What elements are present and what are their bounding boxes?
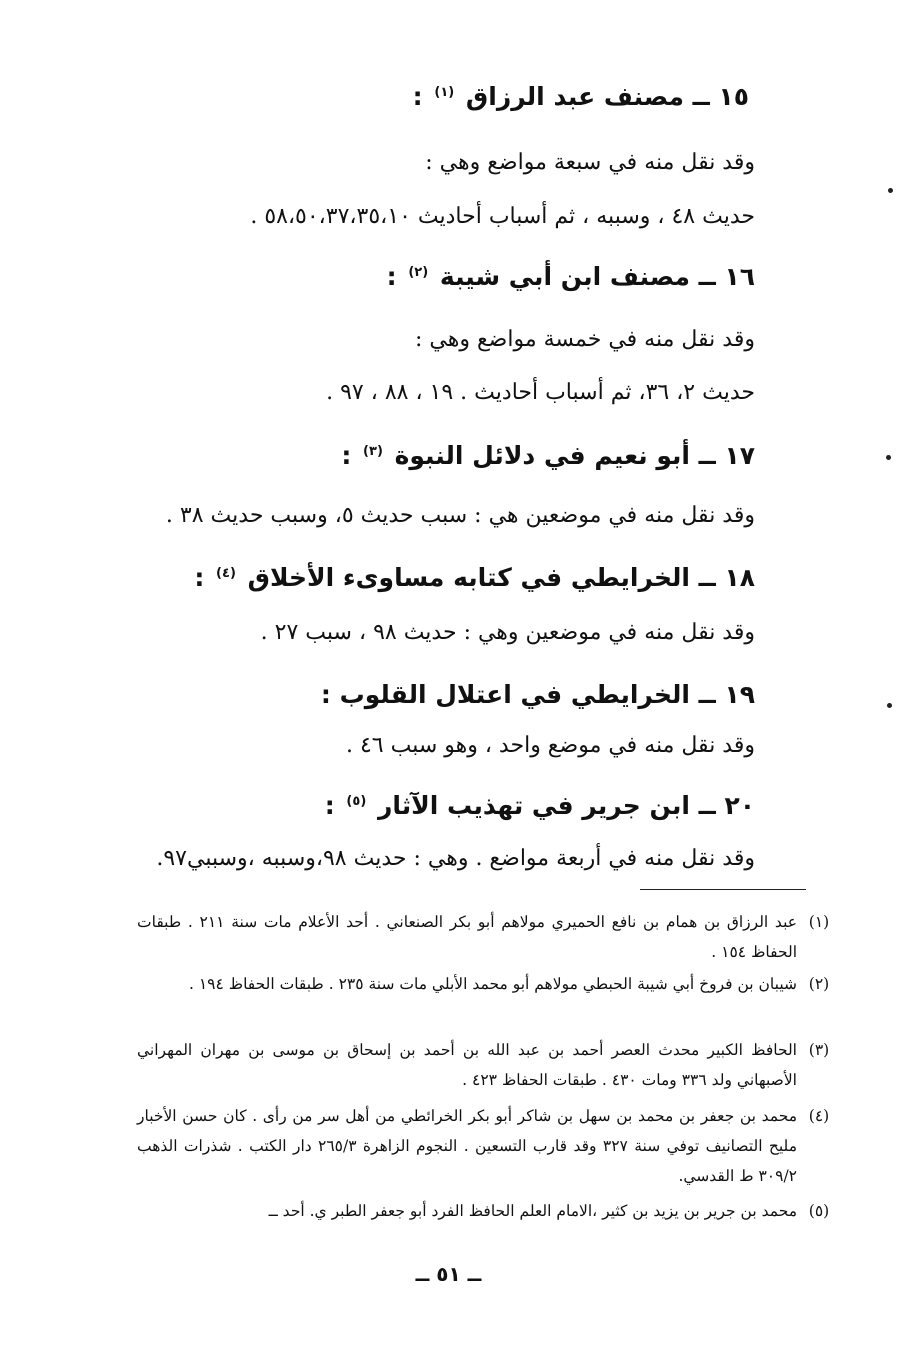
footnote-ref: (٢) xyxy=(408,264,429,280)
heading-text: ١٥ ــ مصنف عبد الرزاق xyxy=(465,82,749,111)
section-17-line-1: وقد نقل منه في موضعين هي : سبب حديث ٥، وسبب حديث ٣٨ . xyxy=(165,503,755,528)
section-15-line-1: وقد نقل منه في سبعة مواضع وهي : xyxy=(425,150,755,175)
section-16-line-1: وقد نقل منه في خمسة مواضع وهي : xyxy=(415,327,755,352)
footnote-number: (٤) xyxy=(808,1107,830,1125)
footnote-text: محمد بن جعفر بن محمد بن سهل بن شاكر أبو بكر الخرائطي من أهل سر من رأى . كان حسن الأخبار مليح التصانيف توفي سنة ٣٢٧ وقد قارب التسعين . النجوم الزاهرة ٢٦٥/٣ دار الكتب . شذرات الذهب ٣٠٩/٢ ط القدسي. xyxy=(137,1107,797,1185)
heading-colon: : xyxy=(412,82,423,111)
heading-text: ١٧ ــ أبو نعيم في دلائل النبوة xyxy=(394,441,755,470)
footnote-number: (٢) xyxy=(808,975,830,993)
footnote-2 xyxy=(137,969,830,999)
footnote-ref: (٣) xyxy=(363,443,383,459)
footnote-number: (٣) xyxy=(808,1041,830,1059)
section-20-heading xyxy=(325,791,755,820)
footnote-text: شيبان بن فروخ أبي شيبة الحبطي مولاهم أبو محمد الأبلي مات سنة ٢٣٥ . طبقات الحفاظ ١٩٤ . xyxy=(188,975,797,993)
footnote-ref: (١) xyxy=(434,84,455,100)
footnote-text: محمد بن جرير بن يزيد بن كثير ،الامام العلم الحافظ الفرد أبو جعفر الطبر ي. أحد ــ xyxy=(268,1202,797,1220)
heading-colon: : xyxy=(324,791,335,820)
section-16-heading xyxy=(387,262,755,291)
footnote-5 xyxy=(137,1196,830,1226)
footnote-number: (١) xyxy=(808,913,830,931)
footnote-separator xyxy=(640,889,806,890)
heading-text: ١٦ ــ مصنف ابن أبي شيبة xyxy=(439,262,755,291)
heading-colon: : xyxy=(194,563,205,592)
footnote-text: الحافظ الكبير محدث العصر أحمد بن عبد الله بن أحمد بن إسحاق بن موسى بن مهران المهراني الأصبهاني ولد ٣٣٦ ومات ٤٣٠ . طبقات الحفاظ ٤٢٣ . xyxy=(137,1041,797,1089)
section-17-heading xyxy=(341,441,755,470)
section-16-line-2: حديث ٢، ٣٦، ثم أسباب أحاديث . ١٩ ، ٨٨ ، ٩٧ . xyxy=(326,380,755,405)
section-15-heading xyxy=(413,82,749,111)
footnote-ref: (٤) xyxy=(216,565,236,581)
page-number: ــ ٥١ ــ xyxy=(415,1262,482,1286)
heading-text: ١٩ ــ الخرايطي في اعتلال القلوب xyxy=(339,680,755,709)
footnote-ref: (٥) xyxy=(346,793,367,809)
footnote-4 xyxy=(137,1101,830,1191)
section-20-line-1: وقد نقل منه في أربعة مواضع . وهي : حديث ٩٨،وسببه ،وسببي٩٧. xyxy=(156,846,755,871)
footnote-text: عبد الرزاق بن همام بن نافع الحميري مولاهم أبو بكر الصنعاني . أحد الأعلام مات سنة ٢١١ . طبقات الحفاظ ١٥٤ . xyxy=(137,913,797,961)
footnote-number: (٥) xyxy=(808,1202,830,1220)
scan-speck xyxy=(888,188,893,193)
footnote-1 xyxy=(137,907,830,967)
heading-colon: : xyxy=(386,262,397,291)
heading-text: ١٨ ــ الخرايطي في كتابه مساوىء الأخلاق xyxy=(247,563,755,592)
section-19-line-1: وقد نقل منه في موضع واحد ، وهو سبب ٤٦ . xyxy=(345,733,755,758)
scan-speck xyxy=(887,703,892,708)
section-18-line-1: وقد نقل منه في موضعين وهي : حديث ٩٨ ، سبب ٢٧ . xyxy=(260,620,755,645)
section-18-heading xyxy=(194,563,755,592)
section-15-line-2: حديث ٤٨ ، وسببه ، ثم أسباب أحاديث ٥٨،٥٠،٣٧،٣٥،١٠ . xyxy=(250,204,755,229)
heading-colon: : xyxy=(341,441,352,470)
footnote-3 xyxy=(137,1035,830,1095)
heading-text: ٢٠ ــ ابن جرير في تهذيب الآثار xyxy=(377,791,755,820)
heading-colon: : xyxy=(320,680,331,709)
scan-speck xyxy=(886,455,891,460)
section-19-heading xyxy=(321,680,755,709)
